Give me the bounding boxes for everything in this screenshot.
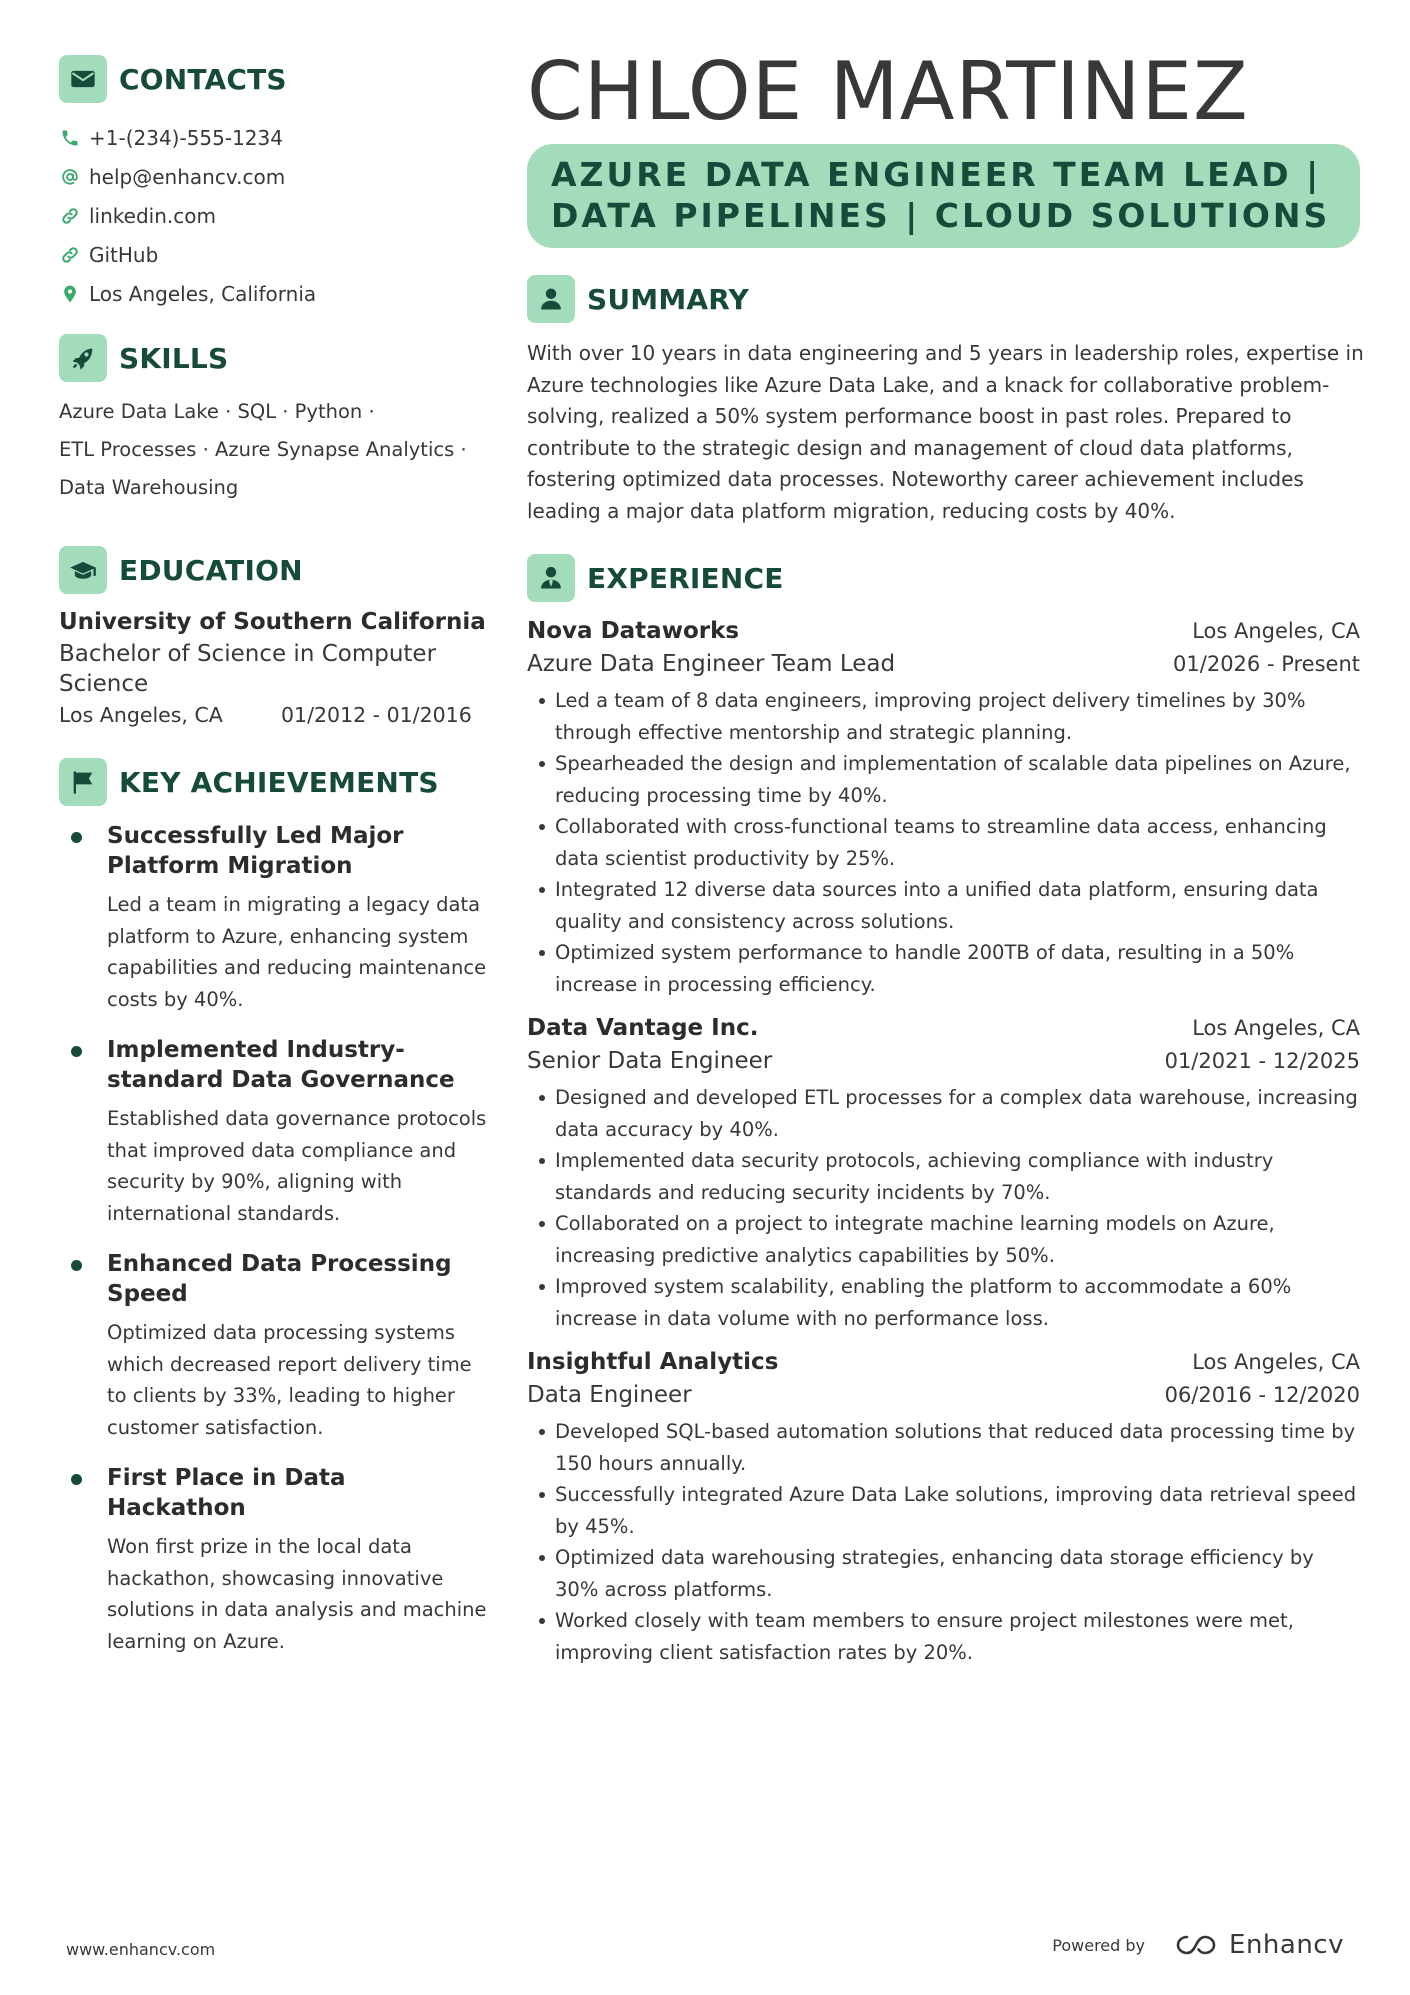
job-bullet: Designed and developed ETL processes for a complex data warehouse, increasing data accuracy by 40%. [527,1082,1360,1145]
job-company: Insightful Analytics [527,1349,779,1375]
job-location: Los Angeles, CA [1192,619,1360,643]
job-bullets [527,1416,1360,1668]
flag-icon [59,758,107,806]
job-company: Nova Dataworks [527,618,740,644]
job-bullet: Collaborated with cross-functional teams to streamline data access, enhancing data scientist productivity by 25%. [527,811,1360,874]
achievement-item [59,821,489,1015]
education-header [59,545,489,595]
job-bullet: Optimized system performance to handle 200TB of data, resulting in a 50% increase in processing efficiency. [527,937,1360,1000]
job-bullet: Led a team of 8 data engineers, improving project delivery timelines by 30% through effective mentorship and strategic planning. [527,685,1360,748]
achievement-text: Led a team in migrating a legacy data platform to Azure, enhancing system capabilities and reducing maintenance costs by 40%. [107,893,487,1011]
powered-by-label: Powered by [1052,1935,1146,1955]
education-meta [59,703,489,727]
education-location: Los Angeles, CA [59,703,223,727]
brand-name: Enhancv [1229,1930,1344,1960]
achievement-item [59,1035,489,1229]
summary-title: SUMMARY [587,282,750,316]
experience-title: EXPERIENCE [587,561,784,595]
achievement-text: Won first prize in the local data hackathon, showcasing innovative solutions in data analysis and machine learning on Azure. [107,1535,487,1653]
achievement-title: Implemented Industry-standard Data Governance [107,1037,455,1093]
job-entry [527,615,1360,1000]
enhancv-logo-icon [1173,1932,1219,1958]
footer-website[interactable]: www.enhancv.com [66,1940,216,1959]
job-role: Senior Data Engineer [527,1048,773,1074]
education-degree: Bachelor of Science in Computer Science [59,641,437,697]
contacts-header [59,54,489,104]
skills-section [59,333,489,507]
achievements-section [59,757,489,1657]
skills-title: SKILLS [119,341,229,375]
job-bullets [527,1082,1360,1334]
link-icon [59,205,81,227]
job-role: Azure Data Engineer Team Lead [527,651,896,677]
at-icon [59,166,81,188]
contact-phone-text: +1-(234)-555-1234 [89,125,283,150]
achievement-text: Established data governance protocols that improved data compliance and security by 90%, aligning with international standards. [107,1107,487,1225]
job-location: Los Angeles, CA [1192,1350,1360,1374]
skills-line: Azure Data Lake · SQL · Python · [59,400,375,423]
job-header-row [527,1346,1360,1378]
job-role-row [527,1044,1360,1078]
contacts-title: CONTACTS [119,62,287,96]
job-bullet: Successfully integrated Azure Data Lake solutions, improving data retrieval speed by 45%. [527,1479,1360,1542]
phone-icon [59,127,81,149]
envelope-icon [59,55,107,103]
skills-line: ETL Processes · Azure Synapse Analytics · [59,438,467,461]
user-icon [527,275,575,323]
contacts-section [59,54,489,313]
job-header-row [527,1012,1360,1044]
contact-location [59,274,489,313]
job-bullet: Optimized data warehousing strategies, enhancing data storage efficiency by 30% across platforms. [527,1542,1360,1605]
achievement-item [59,1249,489,1443]
achievement-title: Successfully Led Major Platform Migration [107,823,404,879]
contact-github[interactable] [59,235,489,274]
achievement-title: First Place in Data Hackathon [107,1465,346,1521]
graduation-cap-icon [59,546,107,594]
job-header-row [527,615,1360,647]
contact-location-text: Los Angeles, California [89,281,317,306]
education-school: University of Southern California [59,609,486,635]
achievements-list [59,821,489,1657]
bullet-dot [71,1046,82,1057]
job-bullet: Implemented data security protocols, achieving compliance with industry standards and reducing security incidents by 70%. [527,1145,1360,1208]
contact-email-text: help@enhancv.com [89,164,286,189]
bullet-dot [71,1474,82,1485]
job-company: Data Vantage Inc. [527,1015,759,1041]
job-role-row [527,1378,1360,1412]
skills-list [59,393,499,507]
candidate-name: CHLOE MARTINEZ [527,45,1249,138]
job-bullet: Worked closely with team members to ensure project milestones were met, improving client satisfaction rates by 20%. [527,1605,1360,1668]
job-location: Los Angeles, CA [1192,1016,1360,1040]
job-bullet: Developed SQL-based automation solutions that reduced data processing time by 150 hours annually. [527,1416,1360,1479]
achievement-title: Enhanced Data Processing Speed [107,1251,452,1307]
job-entry [527,1012,1360,1334]
right-column [527,45,1364,1668]
education-dates: 01/2012 - 01/2016 [281,703,472,727]
skills-line: Data Warehousing [59,476,239,499]
bullet-dot [71,1260,82,1271]
tagline-banner [527,144,1360,248]
achievement-item [59,1463,489,1657]
skills-header [59,333,489,383]
achievements-header [59,757,489,807]
education-section [59,545,489,727]
tagline-line: AZURE DATA ENGINEER TEAM LEAD | [551,155,1322,194]
job-bullet: Collaborated on a project to integrate machine learning models on Azure, increasing predictive analytics capabilities by 50%. [527,1208,1360,1271]
contact-linkedin[interactable] [59,196,489,235]
achievements-title: KEY ACHIEVEMENTS [119,765,439,799]
contact-github-text: GitHub [89,242,159,267]
job-role-row [527,647,1360,681]
summary-section [527,274,1364,527]
job-bullet: Improved system scalability, enabling the platform to accommodate a 60% increase in data volume with no performance loss. [527,1271,1360,1334]
contact-phone[interactable] [59,118,489,157]
user-tie-icon [527,554,575,602]
job-entry [527,1346,1360,1668]
summary-header [527,274,1360,324]
rocket-icon [59,334,107,382]
link-icon [59,244,81,266]
summary-text: With over 10 years in data engineering and 5 years in leadership roles, expertise in Azure technologies like Azure Data Lake, and a knack for collaborative problem-solving, realized a 50% system performance boost in past roles. Prepared to contribute to the strategic design and management of cloud data platforms, fostering optimized data processes. Noteworthy career achievement includes leading a major data platform migration, reducing costs by 40%. [527,341,1364,523]
experience-section [527,553,1360,1668]
tagline-line: DATA PIPELINES | CLOUD SOLUTIONS [551,196,1331,235]
bullet-dot [71,832,82,843]
contact-email[interactable] [59,157,489,196]
job-dates: 06/2016 - 12/2020 [1164,1383,1360,1407]
job-bullet: Spearheaded the design and implementation of scalable data pipelines on Azure, reducing processing time by 40%. [527,748,1360,811]
footer-branding[interactable] [1052,1930,1344,1960]
job-dates: 01/2021 - 12/2025 [1164,1049,1360,1073]
contact-list [59,118,489,313]
job-bullet: Integrated 12 diverse data sources into a unified data platform, ensuring data quality and consistency across solutions. [527,874,1360,937]
left-column [59,54,489,1677]
education-title: EDUCATION [119,553,303,587]
experience-header [527,553,1360,603]
job-dates: 01/2026 - Present [1173,652,1360,676]
achievement-text: Optimized data processing systems which decreased report delivery time to clients by 33%, leading to higher customer satisfaction. [107,1321,472,1439]
job-bullets [527,685,1360,1000]
location-pin-icon [59,283,81,305]
job-role: Data Engineer [527,1382,692,1408]
contact-linkedin-text: linkedin.com [89,203,216,228]
